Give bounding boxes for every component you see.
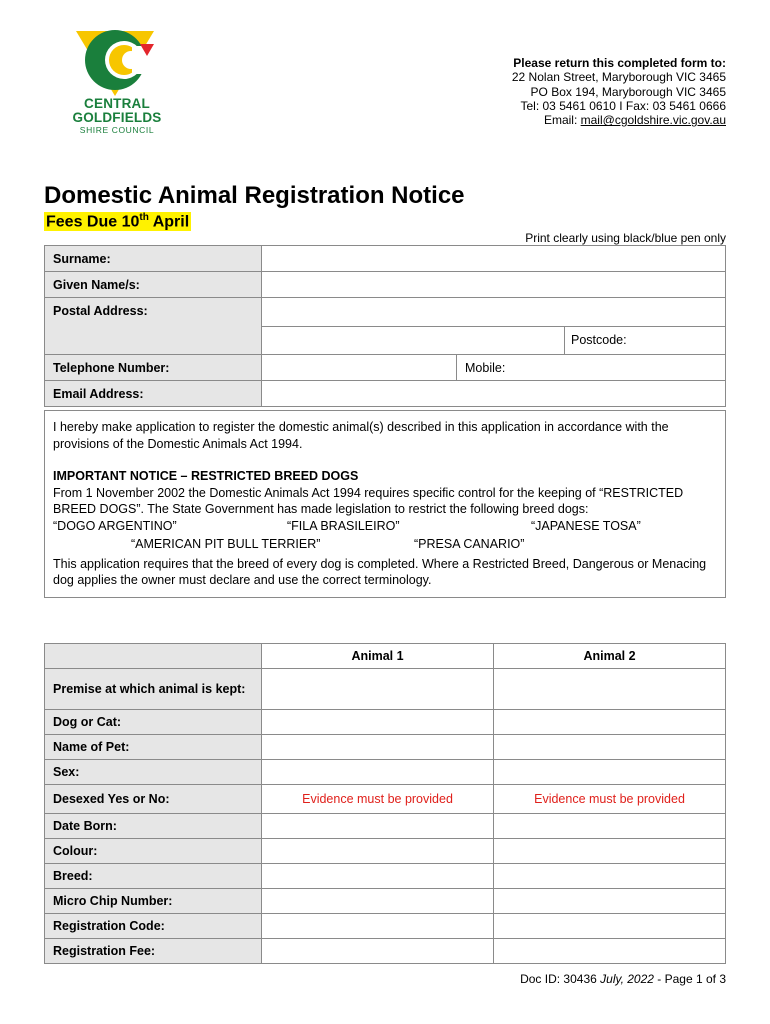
return-po-box: PO Box 194, Maryborough VIC 3465 [530,84,726,99]
fees-suffix: April [148,213,190,231]
animal-2-registration-fee-field[interactable] [494,939,726,964]
date-born-label: Date Born: [45,814,262,839]
page-title: Domestic Animal Registration Notice [44,182,465,209]
animal-2-colour-field[interactable] [494,839,726,864]
breed-item: “PRESA CANARIO” [414,536,525,551]
breed-item: “DOGO ARGENTINO” [53,518,177,533]
animal-details-table [44,643,726,964]
postal-address-field[interactable] [262,298,726,327]
page-footer [520,972,726,986]
breed-label: Breed: [45,864,262,889]
animal-1-registration-fee-field[interactable] [262,939,494,964]
postcode-field[interactable] [565,327,725,355]
notice-body: From 1 November 2002 the Domestic Animals Act 1994 requires specific control for the keeping of “RESTRICTED BREED DOGS”. The State Government has made legislation to restrict the following breed dogs: [53,485,684,516]
pet-name-label: Name of Pet: [45,735,262,760]
breed-item: “JAPANESE TOSA” [531,518,641,533]
animal-1-date-born-field[interactable] [262,814,494,839]
dog-or-cat-row [45,710,726,735]
mobile-field[interactable] [457,355,726,381]
surname-field[interactable] [262,246,726,272]
breed-item: “AMERICAN PIT BULL TERRIER” [131,536,321,551]
email-row [45,381,726,407]
fees-prefix: Fees Due 10 [46,213,140,231]
registration-fee-label: Registration Fee: [45,939,262,964]
return-title: Please return this completed form to: [513,56,726,70]
premise-row [45,669,726,710]
animal-2-dog-or-cat-field[interactable] [494,710,726,735]
desexed-row [45,785,726,814]
registration-code-row [45,914,726,939]
pet-name-row [45,735,726,760]
animal-header-row [45,644,726,669]
notice-footer: This application requires that the breed of every dog is completed. Where a Restricted Breed, Dangerous or Menacing dog applies the owner must declare and use the correct terminology. [53,556,707,587]
given-names-row [45,272,726,298]
telephone-row [45,355,726,381]
restricted-breed-notice [44,410,726,598]
desexed-label: Desexed Yes or No: [45,785,262,814]
application-statement: I hereby make application to register the domestic animal(s) described in this application in accordance with the provisions of the Domestic Animals Act 1994. [53,420,669,451]
print-note: Print clearly using black/blue pen only [525,231,726,245]
animal-2-breed-field[interactable] [494,864,726,889]
postcode-label: Postcode: [571,333,627,348]
microchip-row [45,889,726,914]
doc-date: July, 2022 [600,972,654,986]
owner-details-table [44,245,726,407]
animal-2-desexed-field[interactable]: Evidence must be provided [494,785,726,814]
animal-1-sex-field[interactable] [262,760,494,785]
surname-row [45,246,726,272]
colour-row [45,839,726,864]
animal-1-dog-or-cat-field[interactable] [262,710,494,735]
microchip-label: Micro Chip Number: [45,889,262,914]
date-born-row [45,814,726,839]
animal-1-breed-field[interactable] [262,864,494,889]
animal-2-sex-field[interactable] [494,760,726,785]
doc-id: Doc ID: 30436 [520,972,601,986]
animal-1-microchip-field[interactable] [262,889,494,914]
email-address-label: Email Address: [45,381,262,407]
given-names-label: Given Name/s: [45,272,262,298]
surname-label: Surname: [45,246,262,272]
animal-1-registration-code-field[interactable] [262,914,494,939]
postal-address-row [45,298,726,327]
return-email-line [512,113,726,127]
colour-label: Colour: [45,839,262,864]
animal-2-registration-code-field[interactable] [494,914,726,939]
logo-line-1: CENTRAL [84,96,150,111]
fees-sup: th [139,212,149,223]
sex-row [45,760,726,785]
mobile-label: Mobile: [465,360,506,375]
header-corner [45,644,262,669]
return-address [512,56,726,127]
notice-heading: IMPORTANT NOTICE – RESTRICTED BREED DOGS [53,469,359,483]
given-names-field[interactable] [262,272,726,298]
animal-1-header: Animal 1 [262,644,494,669]
animal-2-date-born-field[interactable] [494,814,726,839]
animal-2-name-field[interactable] [494,735,726,760]
postcode-container [262,326,726,355]
email-label: Email: [543,113,581,128]
telephone-field[interactable] [262,355,457,381]
animal-2-header: Animal 2 [494,644,726,669]
postal-address-label: Postal Address: [45,298,262,355]
telephone-label: Telephone Number: [45,355,262,381]
animal-1-colour-field[interactable] [262,839,494,864]
animal-2-premise-field[interactable] [494,669,726,710]
breed-row [45,864,726,889]
animal-1-premise-field[interactable] [262,669,494,710]
logo-text [62,97,172,136]
email-address-field[interactable] [262,381,726,407]
breed-list [53,518,717,556]
postal-address-field-2[interactable] [262,327,565,355]
registration-code-label: Registration Code: [45,914,262,939]
logo-line-2: GOLDFIELDS [72,110,162,125]
logo-line-3: SHIRE COUNCIL [79,125,155,135]
animal-1-desexed-field[interactable]: Evidence must be provided [262,785,494,814]
return-phone-fax: Tel: 03 5461 0610 I Fax: 03 5461 0666 [520,98,726,113]
fees-due-banner [44,212,191,231]
page-number: - Page 1 of 3 [653,972,726,986]
return-street: 22 Nolan Street, Maryborough VIC 3465 [511,70,726,85]
dog-or-cat-label: Dog or Cat: [45,710,262,735]
animal-1-name-field[interactable] [262,735,494,760]
sex-label: Sex: [45,760,262,785]
email-link[interactable]: mail@cgoldshire.vic.gov.au [580,113,726,128]
registration-fee-row [45,939,726,964]
breed-item: “FILA BRASILEIRO” [287,518,400,533]
premise-label: Premise at which animal is kept: [45,669,262,710]
animal-2-microchip-field[interactable] [494,889,726,914]
